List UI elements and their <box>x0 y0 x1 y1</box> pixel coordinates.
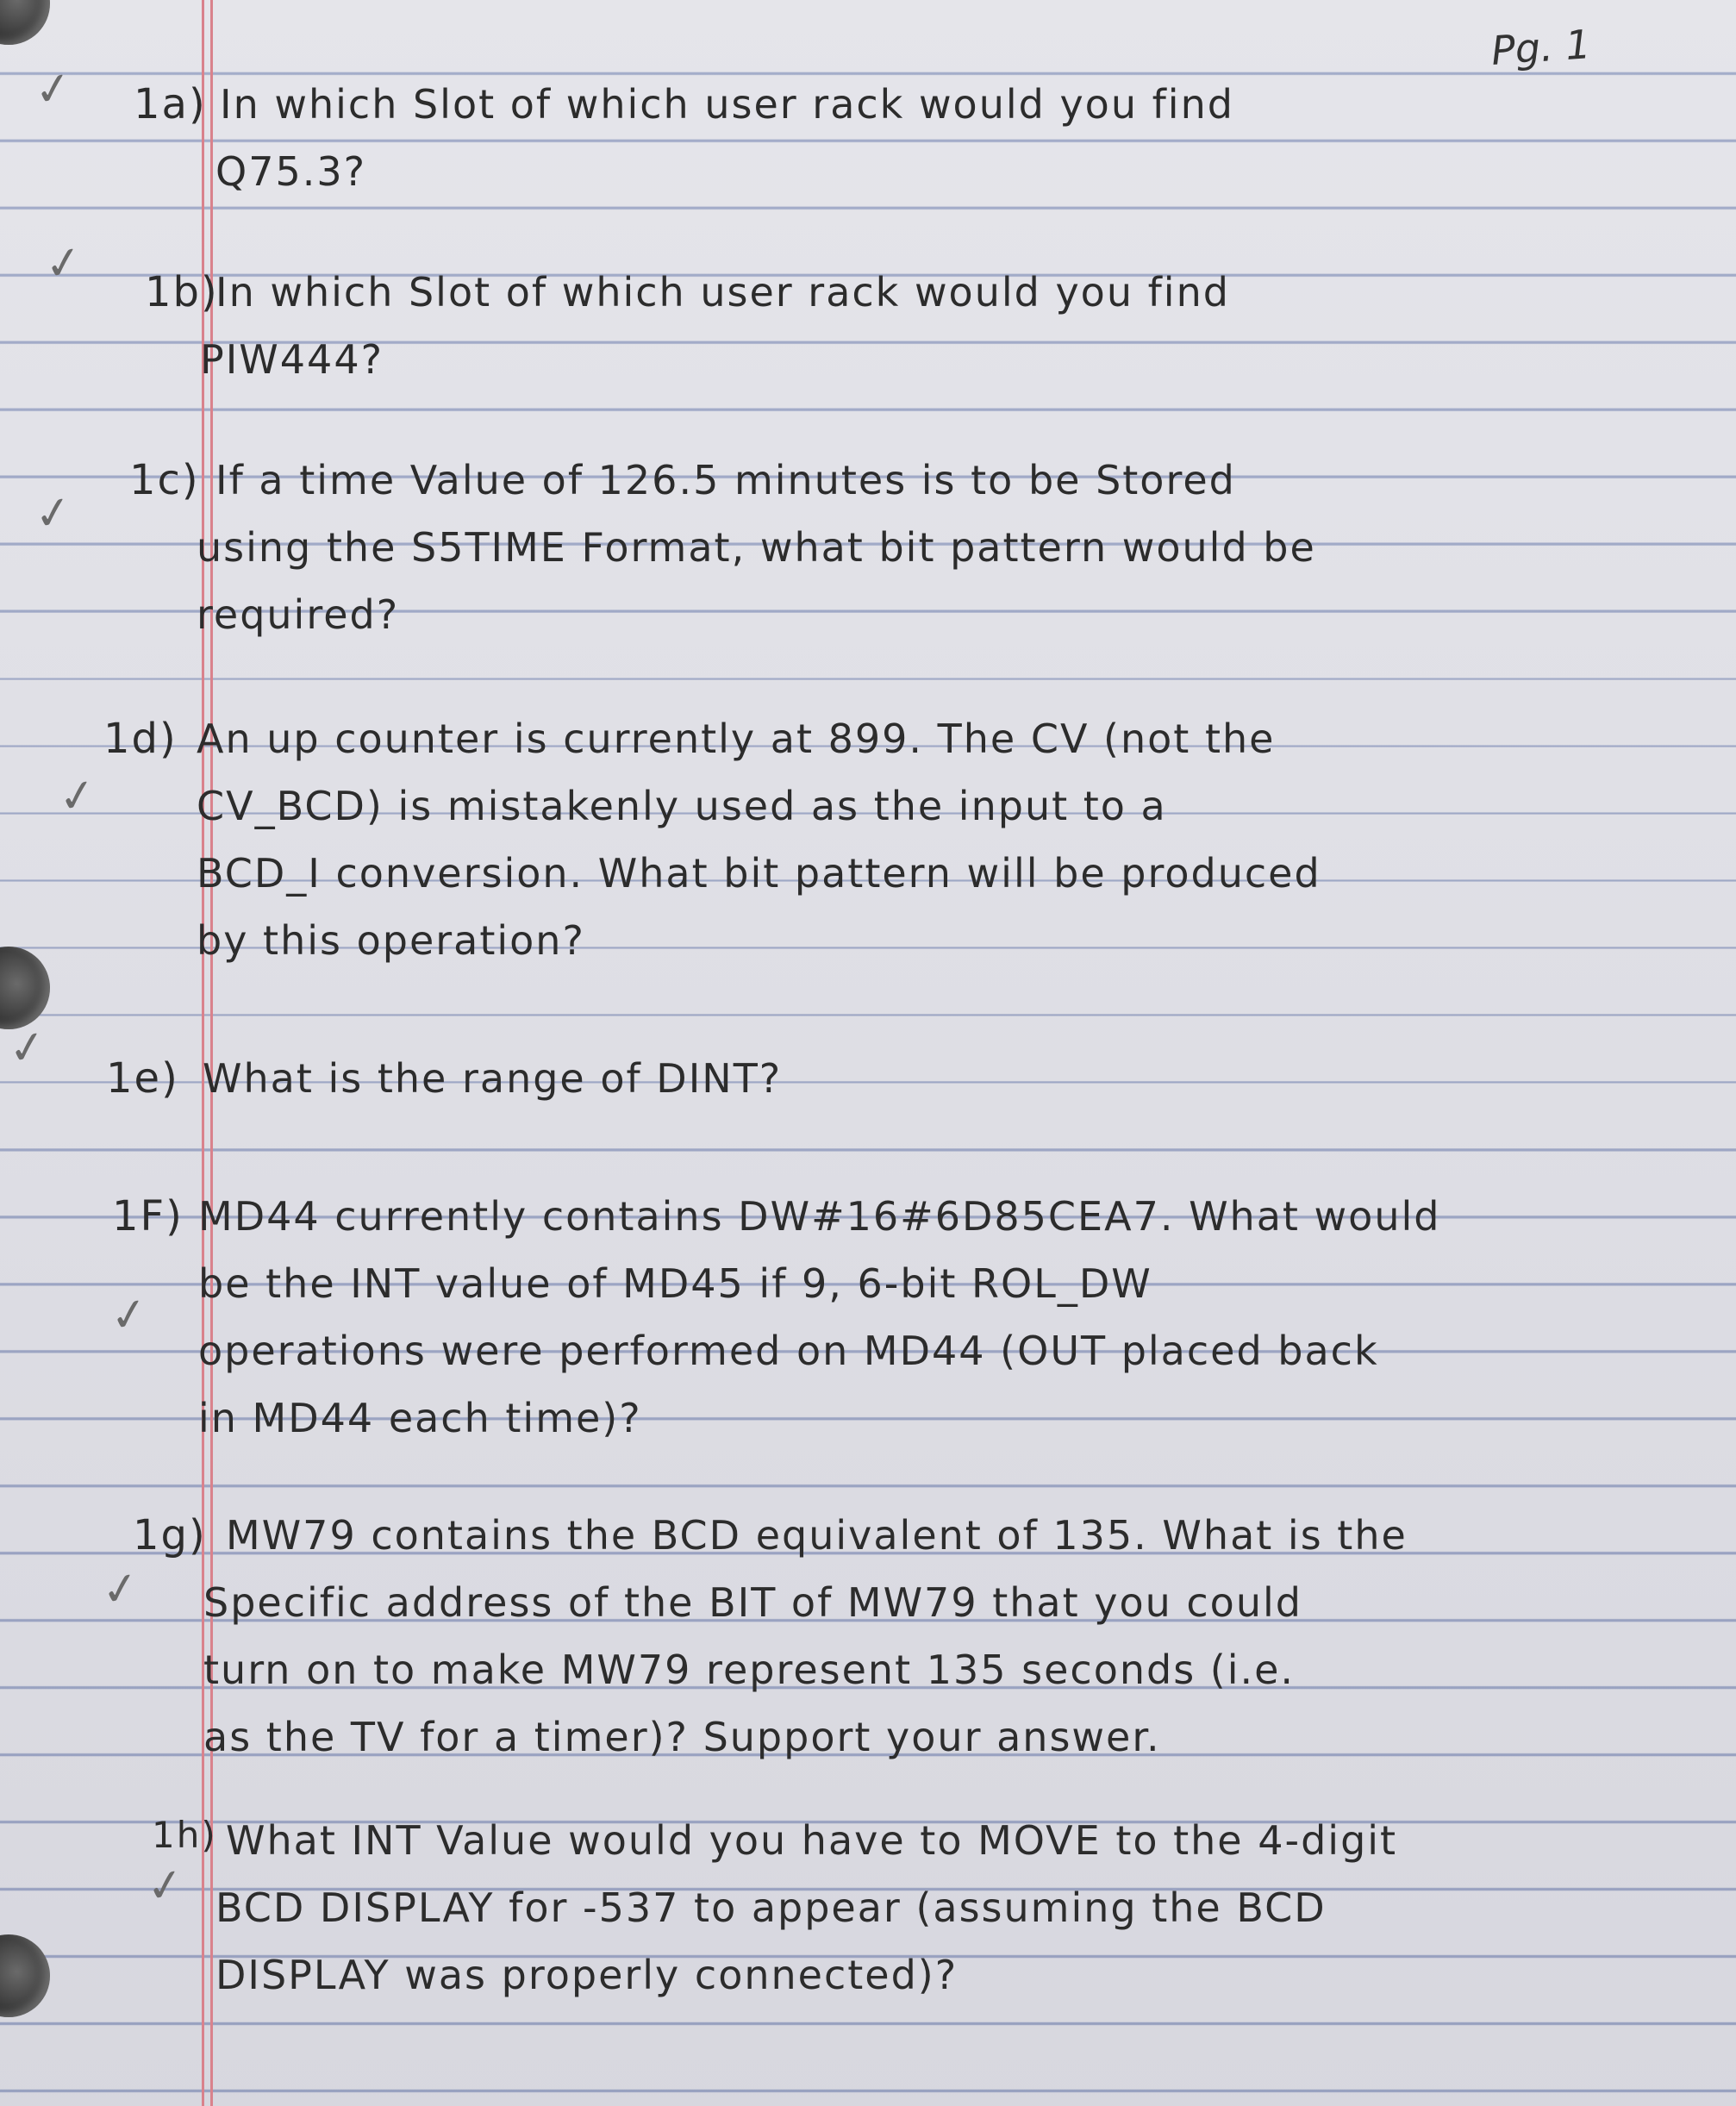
question-line: by this operation? <box>197 917 585 964</box>
check-mark-1f: ✓ <box>107 1287 152 1344</box>
question-1e <box>106 1045 783 1112</box>
question-line: What is the range of DINT? <box>203 1055 783 1102</box>
check-mark-1b: ✓ <box>41 235 86 292</box>
check-mark-1c: ✓ <box>31 485 76 542</box>
question-1f <box>112 1183 1441 1452</box>
question-1h <box>152 1807 1398 2009</box>
question-line: required? <box>197 591 400 638</box>
question-number: 1e) <box>106 1054 179 1103</box>
question-line: Q75.3? <box>215 148 367 195</box>
binder-hole <box>0 0 50 45</box>
question-line: CV_BCD) is mistakenly used as the input to a <box>197 783 1167 829</box>
question-1g <box>133 1502 1408 1771</box>
question-line: using the S5TIME Format, what bit pattern would be <box>197 524 1316 571</box>
question-number: 1F) <box>112 1192 184 1240</box>
question-line: In which Slot of which user rack would you find <box>215 269 1230 316</box>
question-line: BCD_I conversion. What bit pattern will be produced <box>197 850 1321 897</box>
binder-hole <box>0 947 50 1029</box>
question-number: 1a) <box>134 80 207 128</box>
question-line: In which Slot of which user rack would you find <box>220 81 1234 128</box>
page-number: Pg. 1 <box>1489 21 1593 74</box>
question-line: as the TV for a timer)? Support your answer. <box>203 1714 1161 1760</box>
question-line: turn on to make MW79 represent 135 seconds (i.e. <box>203 1647 1296 1693</box>
question-line: An up counter is currently at 899. The CV (not the <box>197 716 1276 762</box>
question-1c <box>129 447 1316 648</box>
question-number: 1g) <box>133 1511 207 1559</box>
question-line: What INT Value would you have to MOVE to the 4-digit <box>226 1817 1398 1864</box>
question-line: MD44 currently contains DW#16#6D85CEA7. What would <box>198 1193 1441 1240</box>
binder-hole <box>0 1934 50 2017</box>
question-line: be the INT value of MD45 if 9, 6-bit ROL_DW <box>198 1260 1152 1307</box>
question-line: MW79 contains the BCD equivalent of 135. What is the <box>226 1512 1408 1559</box>
question-line: operations were performed on MD44 (OUT placed back <box>198 1328 1379 1374</box>
check-mark-1h: ✓ <box>143 1858 188 1915</box>
check-mark-1e: ✓ <box>5 1020 50 1077</box>
question-line: PIW444? <box>200 336 384 383</box>
question-number: 1d) <box>103 715 178 763</box>
question-line: Specific address of the BIT of MW79 that you could <box>203 1579 1302 1626</box>
check-mark-1g: ✓ <box>98 1561 143 1618</box>
question-1a <box>134 71 1234 205</box>
question-line: BCD DISPLAY for -537 to appear (assuming the BCD <box>215 1884 1327 1931</box>
question-1d <box>103 705 1321 974</box>
question-line: in MD44 each time)? <box>198 1395 642 1441</box>
question-line: If a time Value of 126.5 minutes is to be Stored <box>215 457 1236 503</box>
question-number: 1b) <box>145 268 219 316</box>
question-number: 1h) <box>152 1814 217 1856</box>
check-mark-1a: ✓ <box>31 61 76 118</box>
question-1b <box>145 259 1230 393</box>
question-number: 1c) <box>129 456 200 504</box>
check-mark-1d: ✓ <box>55 768 100 825</box>
question-line: DISPLAY was properly connected)? <box>215 1952 959 1998</box>
